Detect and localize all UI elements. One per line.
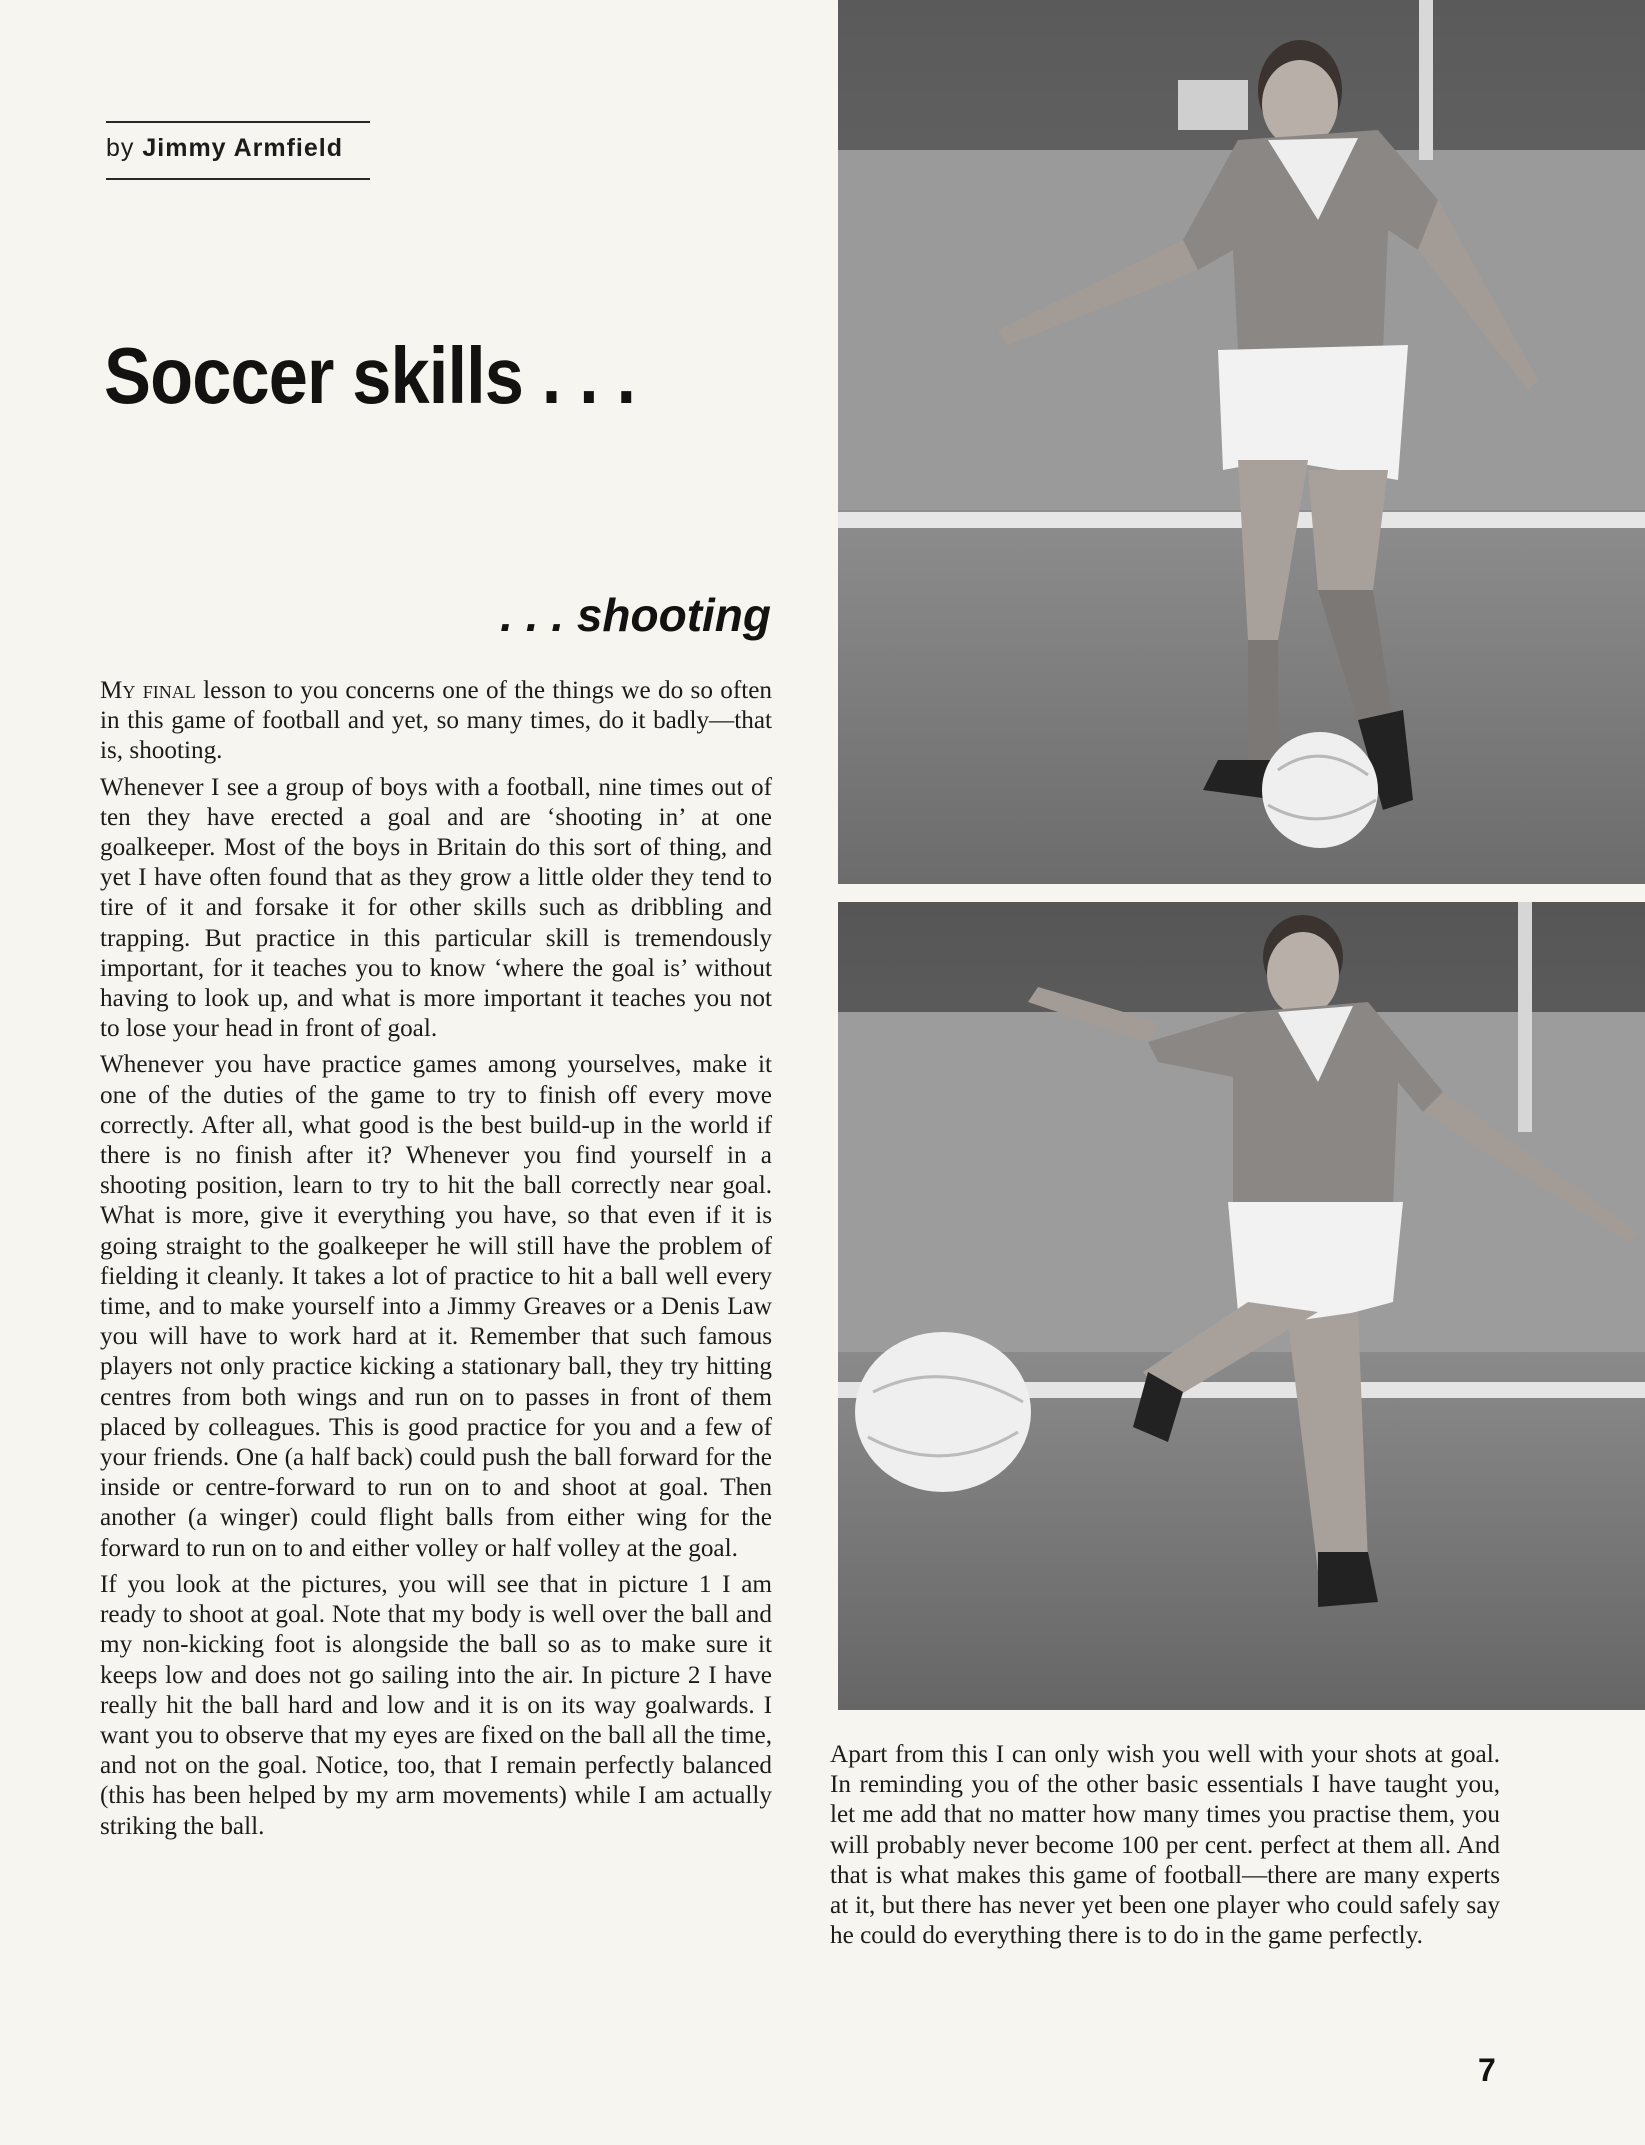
byline-bottom-rule — [106, 178, 370, 180]
paragraph-4: If you look at the pictures, you will see that in picture 1 I am ready to shoot at goal. Note that my body is well over the ball and my non-kicking foot is alongside the ball so as to make sure it keeps low and does not go sailing into the air. In picture 2 I have really hit the ball hard and low and it is on its way goalwards. I want you to observe that my eyes are fixed on the ball all the time, and not on the goal. Notice, too, that I remain perfectly balanced (this has been helped by my arm movements) while I am actually striking the ball. — [100, 1570, 772, 1840]
paragraph-3: Whenever you have practice games among yourselves, make it one of the duties of the game to try to finish off every move correctly. After all, what good is the best build-up in the world if there is no finish after it? Whenever you find yourself in a shooting position, learn to try to hit the ball correctly near goal. What is more, give it everything you have, so that even if it is going straight to the goalkeeper he will still have the problem of fielding it cleanly. It takes a lot of practice to hit a ball well every time, and to make yourself into a Jimmy Greaves or a Denis Law you will have to work hard at it. Remember that such famous players not only practice kicking a stationary ball, they try hitting centres from both wings and run on to passes in front of them placed by colleagues. This is good practice for you and a few of your friends. One (a half back) could push the ball forward for the inside or centre-forward to run on to and shoot at goal. Then another (a winger) could flight balls from either wing for the forward to run on to and either volley or half volley at the goal. — [100, 1051, 772, 1562]
photo-1-ready-to-shoot — [838, 0, 1645, 884]
paragraph-1-lead: My final — [100, 677, 196, 704]
right-text-column — [830, 1740, 1500, 1951]
football-1 — [1262, 732, 1378, 848]
football-2 — [855, 1332, 1031, 1492]
page-number: 7 — [1478, 2052, 1496, 2088]
byline-prefix: by — [106, 134, 135, 162]
article-subtitle: . . . shooting — [500, 589, 771, 641]
photo-2-image — [838, 902, 1645, 1710]
byline-author: Jimmy Armfield — [142, 134, 343, 162]
photo-2-striking-ball — [838, 902, 1645, 1710]
paragraph-1 — [100, 676, 772, 767]
article-title: Soccer skills . . . — [104, 331, 636, 420]
byline — [106, 134, 343, 163]
closing-paragraph: Apart from this I can only wish you well with your shots at goal. In reminding you of the other basic essentials I have taught you, let me add that no matter how many times you practise them, you will probably never become 100 per cent. perfect at them all. And that is what makes this game of football—there are many experts at it, but there has never yet been one player who could safely say he could do everything there is to do in the game perfectly. — [830, 1741, 1500, 1950]
photo-1-image — [838, 0, 1645, 884]
left-text-column — [100, 676, 772, 1848]
paragraph-2: Whenever I see a group of boys with a football, nine times out of ten they have erected a goal and are ‘shooting in’ at one goalkeeper. Most of the boys in Britain do this sort of thing, and yet I have often found that as they grow a little older they tend to tire of it and forsake it for other skills such as dribbling and trapping. But practice in this particular skill is tremendously important, for it teaches you to know ‘where the goal is’ without having to look up, and what is more important it teaches you not to lose your head in front of goal. — [100, 773, 772, 1043]
byline-top-rule — [106, 121, 370, 123]
paragraph-1-body: lesson to you concerns one of the things we do so often in this game of football and yet, so many times, do it badly—that is, shooting. — [100, 677, 772, 765]
